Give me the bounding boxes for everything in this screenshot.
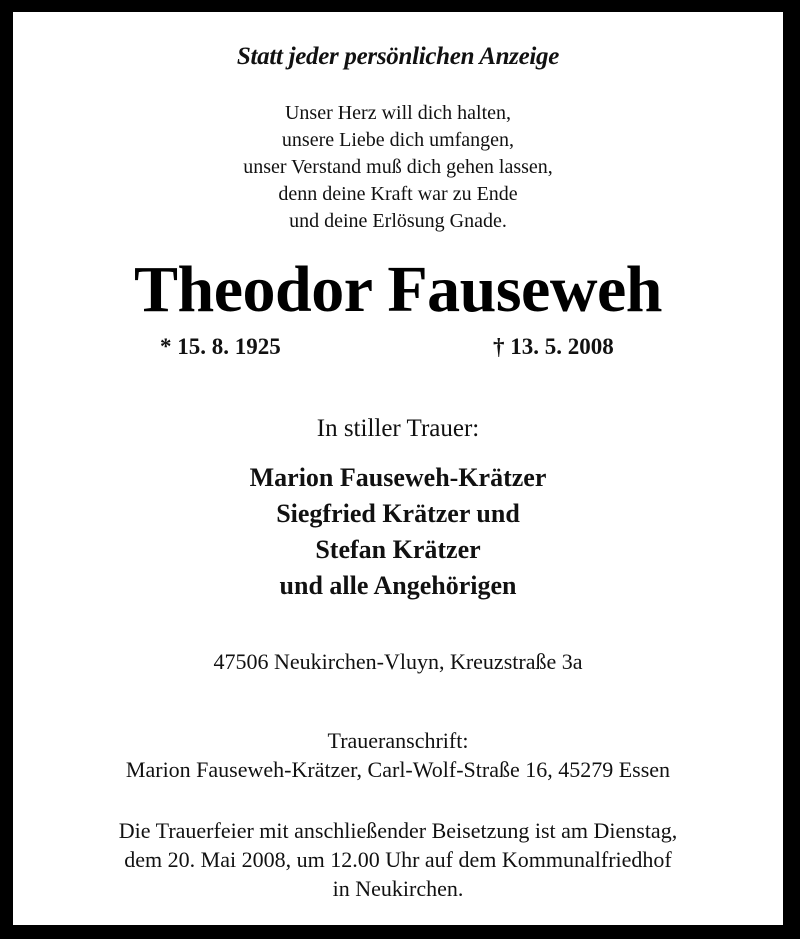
- mourner: und alle Angehörigen: [279, 571, 517, 600]
- birth-date-value: 15. 8. 1925: [177, 334, 281, 359]
- poem-line: unser Verstand muß dich gehen lassen,: [243, 156, 553, 178]
- life-dates: [13, 334, 783, 364]
- birth-date: [160, 334, 281, 360]
- poem-line: unsere Liebe dich umfangen,: [281, 129, 515, 151]
- mourner: Marion Fauseweh-Krätzer: [249, 463, 547, 492]
- funeral-info: [13, 816, 783, 903]
- family-address: 47506 Neukirchen-Vluyn, Kreuzstraße 3a: [213, 649, 583, 674]
- poem-line: Unser Herz will dich halten,: [284, 102, 512, 124]
- deceased-name: Theodor Fauseweh: [134, 253, 662, 326]
- mourner: Stefan Krätzer: [315, 535, 481, 564]
- death-date: [493, 334, 614, 360]
- funeral-line: Die Trauerfeier mit anschließender Beisetzung ist am Dienstag,: [118, 818, 678, 843]
- death-date-value: 13. 5. 2008: [510, 334, 614, 359]
- star-icon: *: [160, 334, 172, 359]
- condolence-address-block: [13, 726, 783, 784]
- condolence-address: Marion Fauseweh-Krätzer, Carl-Wolf-Straße 16, 45279 Essen: [125, 757, 671, 782]
- mourners-list: [13, 460, 783, 604]
- obituary-notice: [13, 12, 783, 925]
- headline: Statt jeder persönlichen Anzeige: [236, 43, 560, 70]
- funeral-line: in Neukirchen.: [332, 876, 464, 901]
- poem-line: und deine Erlösung Gnade.: [289, 210, 507, 232]
- funeral-line: dem 20. Mai 2008, um 12.00 Uhr auf dem Kommunalfriedhof: [124, 847, 672, 872]
- mourner: Siegfried Krätzer und: [276, 499, 520, 528]
- poem-line: denn deine Kraft war zu Ende: [278, 183, 518, 205]
- condolence-address-label: Traueranschrift:: [327, 728, 469, 753]
- cross-icon: †: [493, 334, 505, 359]
- mourning-label: In stiller Trauer:: [316, 415, 480, 442]
- poem: [13, 100, 783, 235]
